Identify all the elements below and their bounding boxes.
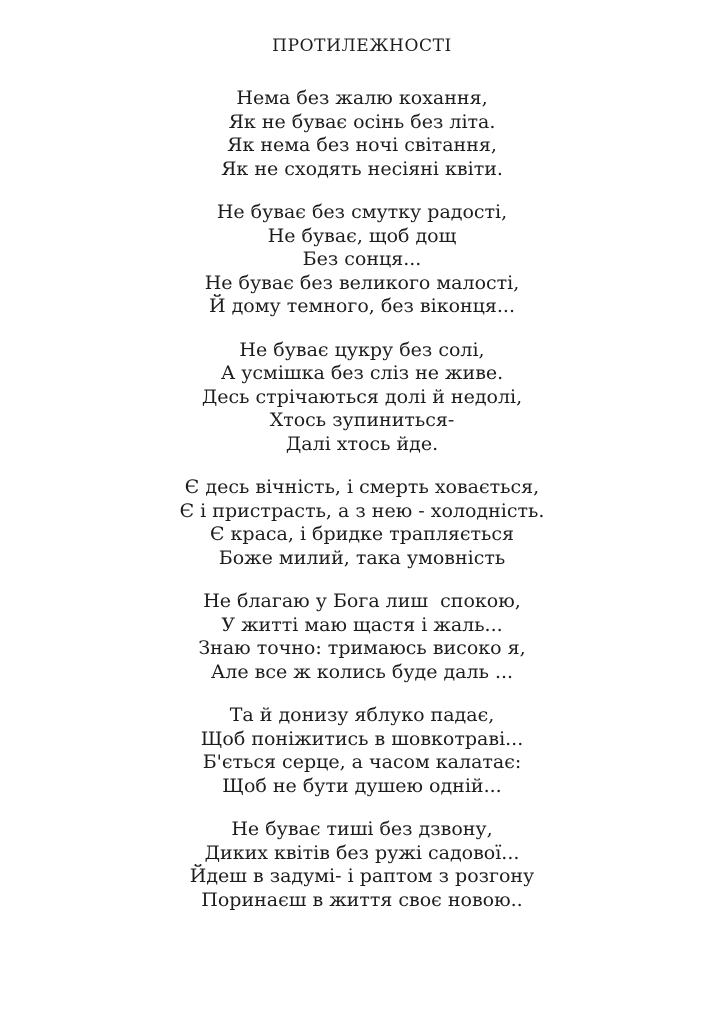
poem-line: Щоб поніжитись в шовкотраві... xyxy=(200,727,524,750)
poem-line: Знаю точно: тримаюсь високо я, xyxy=(198,637,526,659)
poem-line: Не буває без смутку радості, xyxy=(216,201,508,223)
poem-line: Десь стрічаються долі й недолі, xyxy=(201,385,523,408)
poem-line: Йдеш в задумі- і раптом з розгону xyxy=(189,865,535,887)
poem-line: Щоб не бути душею одній... xyxy=(222,774,502,797)
poem-line: Й дому темного, без віконця... xyxy=(208,295,515,317)
poem-line: Є десь вічність, і смерть ховається, xyxy=(184,476,540,498)
poem-title: ПРОТИЛЕЖНОСТІ xyxy=(272,36,452,56)
poem-line: Диких квітів без ружі садової... xyxy=(204,841,520,864)
poem-line: Далі хтось йде. xyxy=(285,432,439,455)
poem-line: Не буває тиші без дзвону, xyxy=(231,818,493,840)
poem-line: Не благаю у Бога лиш спокою, xyxy=(203,590,521,612)
poem-line: А усмішка без сліз не живе. xyxy=(220,362,504,384)
poem-line: Є краса, і бридке трапляється xyxy=(209,523,515,545)
poem-line: Не буває, щоб дощ xyxy=(267,224,457,247)
stanza xyxy=(0,704,724,798)
poem-line: Не буває цукру без солі, xyxy=(239,338,485,361)
poem-line: Як не сходять несіяні квіти. xyxy=(221,157,503,180)
stanza xyxy=(0,590,724,684)
stanza xyxy=(0,87,724,181)
stanza xyxy=(0,818,724,912)
stanza xyxy=(0,339,724,457)
poem-line: Поринаєш в життя своє новою.. xyxy=(201,888,523,911)
poem-line: Не буває без великого малості, xyxy=(204,271,520,294)
poem-line: Б'ється серце, а часом калатає: xyxy=(202,751,522,773)
poem-line: Та й донизу яблуко падає, xyxy=(229,704,495,726)
poem-line: Є і пристрасть, а з нею - холодність. xyxy=(179,499,545,522)
stanza xyxy=(0,476,724,570)
poem-line: Як нема без ночі світання, xyxy=(227,134,497,156)
stanza xyxy=(0,201,724,319)
poem-line: Без сонця... xyxy=(302,248,422,270)
poem-line: Але все ж колись буде даль ... xyxy=(210,660,514,683)
poem-line: Нема без жалю кохання, xyxy=(236,87,488,109)
poem-line: Боже милий, така умовність xyxy=(218,546,506,569)
poem-line: Хтось зупиниться- xyxy=(269,409,455,431)
poem-line: У житті маю щастя і жаль... xyxy=(221,613,503,636)
poem-line: Як не буває осінь без літа. xyxy=(228,110,496,133)
poem-body xyxy=(0,87,724,912)
